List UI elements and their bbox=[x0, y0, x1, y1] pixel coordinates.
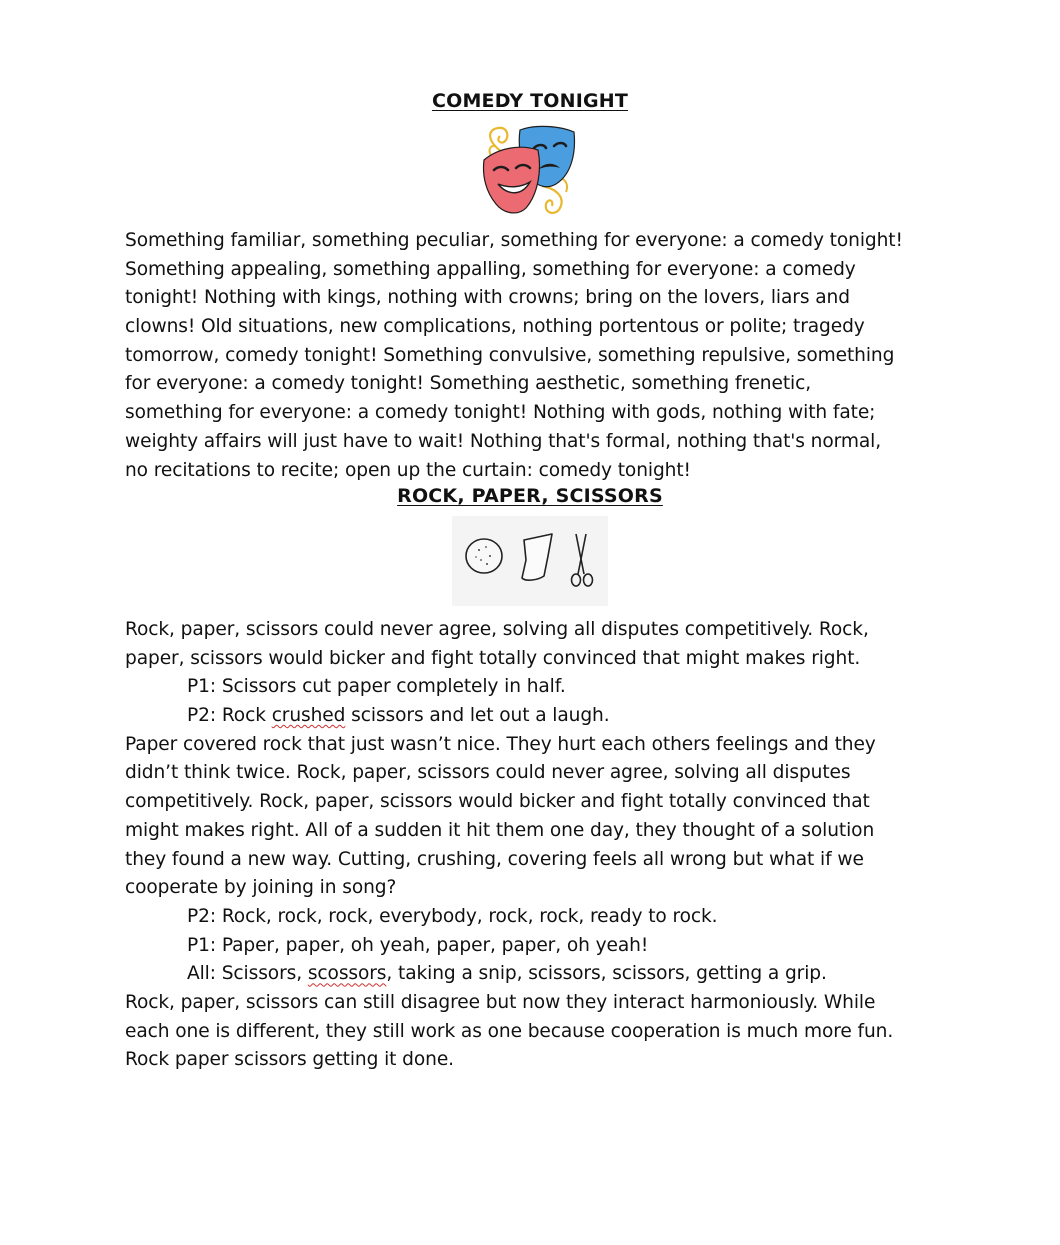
text-line: Paper covered rock that just wasn’t nice. They hurt each others feelings and they bbox=[125, 733, 876, 755]
text-line: weighty affairs will just have to wait! Nothing that's formal, nothing that's normal, bbox=[125, 430, 882, 452]
comedy-tonight-paragraph bbox=[125, 227, 945, 485]
p1-line: P1: Paper, paper, oh yeah, paper, paper, oh yeah! bbox=[187, 934, 649, 956]
text-line: paper, scissors would bicker and fight totally convinced that might makes right. bbox=[125, 647, 861, 669]
comedy-tonight-title: COMEDY TONIGHT bbox=[431, 90, 629, 112]
p1-line: P1: Scissors cut paper completely in half. bbox=[187, 676, 566, 698]
text-line: might makes right. All of a sudden it hit them one day, they thought of a solution bbox=[125, 819, 875, 841]
scissors-icon bbox=[572, 534, 593, 586]
text-segment: scissors and let out a laugh. bbox=[345, 705, 610, 727]
p2-line: P2: Rock, rock, rock, everybody, rock, rock, ready to rock. bbox=[187, 905, 718, 927]
comedy-tragedy-masks-icon bbox=[480, 122, 580, 222]
text-segment: All: Scissors, bbox=[187, 963, 308, 985]
text-line: Rock paper scissors getting it done. bbox=[125, 1049, 454, 1071]
text-line: they found a new way. Cutting, crushing, covering feels all wrong but what if we bbox=[125, 848, 864, 870]
spellcheck-word: crushed bbox=[271, 705, 346, 727]
text-line: Something appealing, something appalling, something for everyone: a comedy bbox=[125, 258, 856, 280]
text-line: for everyone: a comedy tonight! Something aesthetic, something frenetic, bbox=[125, 373, 812, 395]
rock-paper-scissors-lyrics bbox=[125, 616, 945, 1075]
text-line: tonight! Nothing with kings, nothing with crowns; bring on the lovers, liars and bbox=[125, 287, 850, 309]
text-line: competitively. Rock, paper, scissors would bicker and fight totally convinced that bbox=[125, 791, 870, 813]
text-segment: , taking a snip, scissors, scissors, getting a grip. bbox=[386, 963, 827, 985]
text-line: Rock, paper, scissors could never agree, solving all disputes competitively. Rock, bbox=[125, 619, 869, 640]
text-line: clowns! Old situations, new complications, nothing portentous or polite; tragedy bbox=[125, 316, 865, 338]
text-line: something for everyone: a comedy tonight! Nothing with gods, nothing with fate; bbox=[125, 402, 876, 424]
paper-icon bbox=[522, 534, 552, 580]
text-line: Something familiar, something peculiar, something for everyone: a comedy tonight! bbox=[125, 230, 903, 251]
text-line: each one is different, they still work as one because cooperation is much more fun. bbox=[125, 1020, 894, 1042]
all-line bbox=[125, 960, 945, 989]
rock-icon bbox=[466, 539, 502, 573]
text-line: didn’t think twice. Rock, paper, scissors could never agree, solving all disputes bbox=[125, 762, 851, 784]
rock-paper-scissors-image bbox=[452, 516, 608, 606]
rock-paper-scissors-title: ROCK, PAPER, SCISSORS bbox=[397, 485, 663, 507]
text-line: Rock, paper, scissors can still disagree but now they interact harmoniously. While bbox=[125, 991, 876, 1013]
text-line: cooperate by joining in song? bbox=[125, 877, 397, 899]
text-line: no recitations to recite; open up the curtain: comedy tonight! bbox=[125, 459, 691, 481]
p2-line bbox=[125, 702, 945, 731]
text-segment: P2: Rock bbox=[187, 705, 272, 727]
text-line: tomorrow, comedy tonight! Something convulsive, something repulsive, something bbox=[125, 344, 895, 366]
spellcheck-word: scossors bbox=[307, 963, 387, 985]
